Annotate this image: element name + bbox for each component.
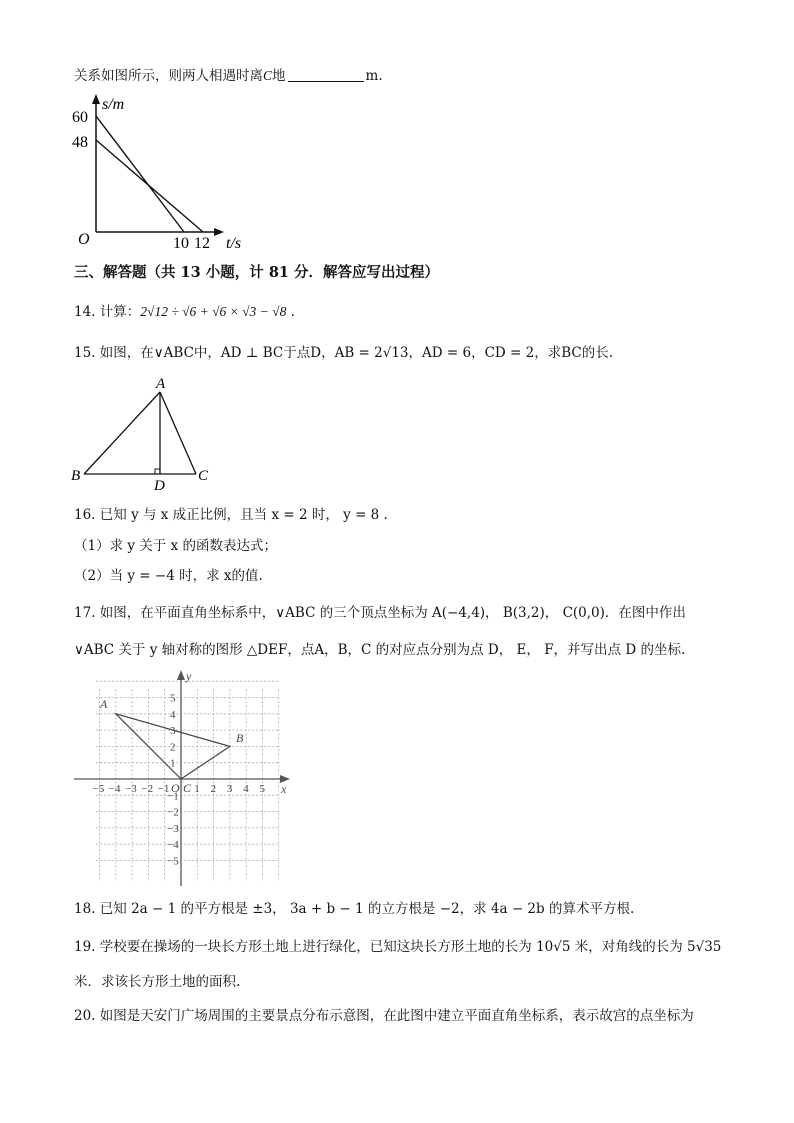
point-B-label: B	[236, 731, 244, 745]
y-tick-label: −5	[167, 855, 179, 868]
question-18: 18. 已知 2a − 1 的平方根是 ±3， 3a + b − 1 的立方根是 −2，求 4a − 2b 的算术平方根.	[74, 901, 635, 917]
vertex-A: A	[156, 376, 166, 392]
tick-12: 12	[194, 235, 210, 252]
x-tick-label: −2	[141, 783, 154, 795]
tick-48: 48	[72, 134, 88, 151]
x-tick-label: −3	[125, 783, 137, 795]
y-axis-label: s/m	[102, 96, 125, 113]
q13-tail: 关系如图所示，则两人相遇时离C地 m.	[74, 68, 383, 84]
tick-60: 60	[72, 109, 88, 126]
x-tick-label: 4	[243, 783, 249, 795]
tick-labels	[93, 693, 266, 868]
q14-expression: 2√12 ÷ √6 + √6 × √3 − √8	[140, 304, 287, 319]
question-17-line1: 17. 如图，在平面直角坐标系中，∨ABC 的三个顶点坐标为 A(−4,4)， B(3,2)， C(0,0)．在图中作出	[74, 605, 686, 621]
question-19-line2: 米．求该长方形土地的面积.	[74, 974, 241, 990]
y-tick-label: 2	[170, 741, 176, 754]
y-tick-label: −3	[167, 822, 179, 835]
y-axis-arrow	[177, 670, 185, 680]
point-D: D	[154, 478, 165, 494]
section-heading: 三、解答题（共 13 小题，计 81 分．解答应写出过程）	[74, 264, 440, 281]
x-axis-label: t/s	[226, 235, 242, 252]
y-tick-label: −1	[167, 790, 179, 803]
line-48	[96, 140, 203, 232]
x-tick-label: 2	[210, 783, 217, 795]
x-tick-label: −1	[157, 783, 170, 795]
y-tick-label: 4	[170, 708, 176, 721]
distance-time-graph	[60, 92, 260, 257]
triangle-figure	[68, 374, 228, 494]
question-14: 14. 计算：2√12 ÷ √6 + √6 × √3 − √8 .	[74, 304, 295, 320]
point-C-label: C	[183, 781, 192, 795]
y-tick-label: −2	[167, 806, 179, 819]
x-tick-label: 1	[194, 783, 200, 795]
question-16-part1: （1）求 y 关于 x 的函数表达式；	[74, 538, 277, 554]
origin-O-label: O	[171, 781, 180, 795]
answer-blank	[288, 67, 364, 82]
question-15: 15. 如图，在∨ABC中，AD ⊥ BC于点D，AB = 2√13，AD = 6，CD = 2，求BC的长.	[74, 345, 614, 361]
y-tick-label: 5	[170, 692, 176, 705]
coordinate-grid	[72, 668, 302, 892]
point-A-label: A	[100, 697, 108, 711]
question-20: 20. 如图是天安门广场周围的主要景点分布示意图，在此图中建立平面直角坐标系，表示故宫的点坐标为	[74, 1008, 694, 1024]
x-tick-label: −4	[108, 783, 121, 795]
origin-label: O	[78, 231, 90, 248]
x-tick-label: 5	[259, 783, 265, 795]
question-17-line2: ∨ABC 关于 y 轴对称的图形 △DEF，点A，B，C 的对应点分别为点 D， E， F，并写出点 D 的坐标.	[74, 642, 686, 658]
x-tick-label: −5	[92, 783, 105, 795]
y-tick-label: −4	[167, 839, 179, 852]
line-60	[96, 116, 184, 232]
question-16: 16. 已知 y 与 x 成正比例，且当 x = 2 时， y = 8 .	[74, 507, 388, 523]
y-tick-label: 3	[170, 725, 176, 738]
y-tick-label: 1	[170, 757, 176, 770]
question-19-line1: 19. 学校要在操场的一块长方形土地上进行绿化，已知这块长方形土地的长为 10√5 米，对角线的长为 5√35	[74, 939, 722, 955]
x-axis-label: x	[281, 782, 287, 796]
right-angle-mark	[155, 469, 160, 474]
tick-10: 10	[173, 235, 189, 252]
vertex-C: C	[198, 468, 209, 484]
vertex-B: B	[71, 468, 81, 484]
y-axis-label: y	[186, 669, 192, 683]
question-16-part2: （2）当 y = −4 时，求 x的值.	[74, 568, 263, 584]
x-tick-label: 3	[226, 783, 233, 795]
